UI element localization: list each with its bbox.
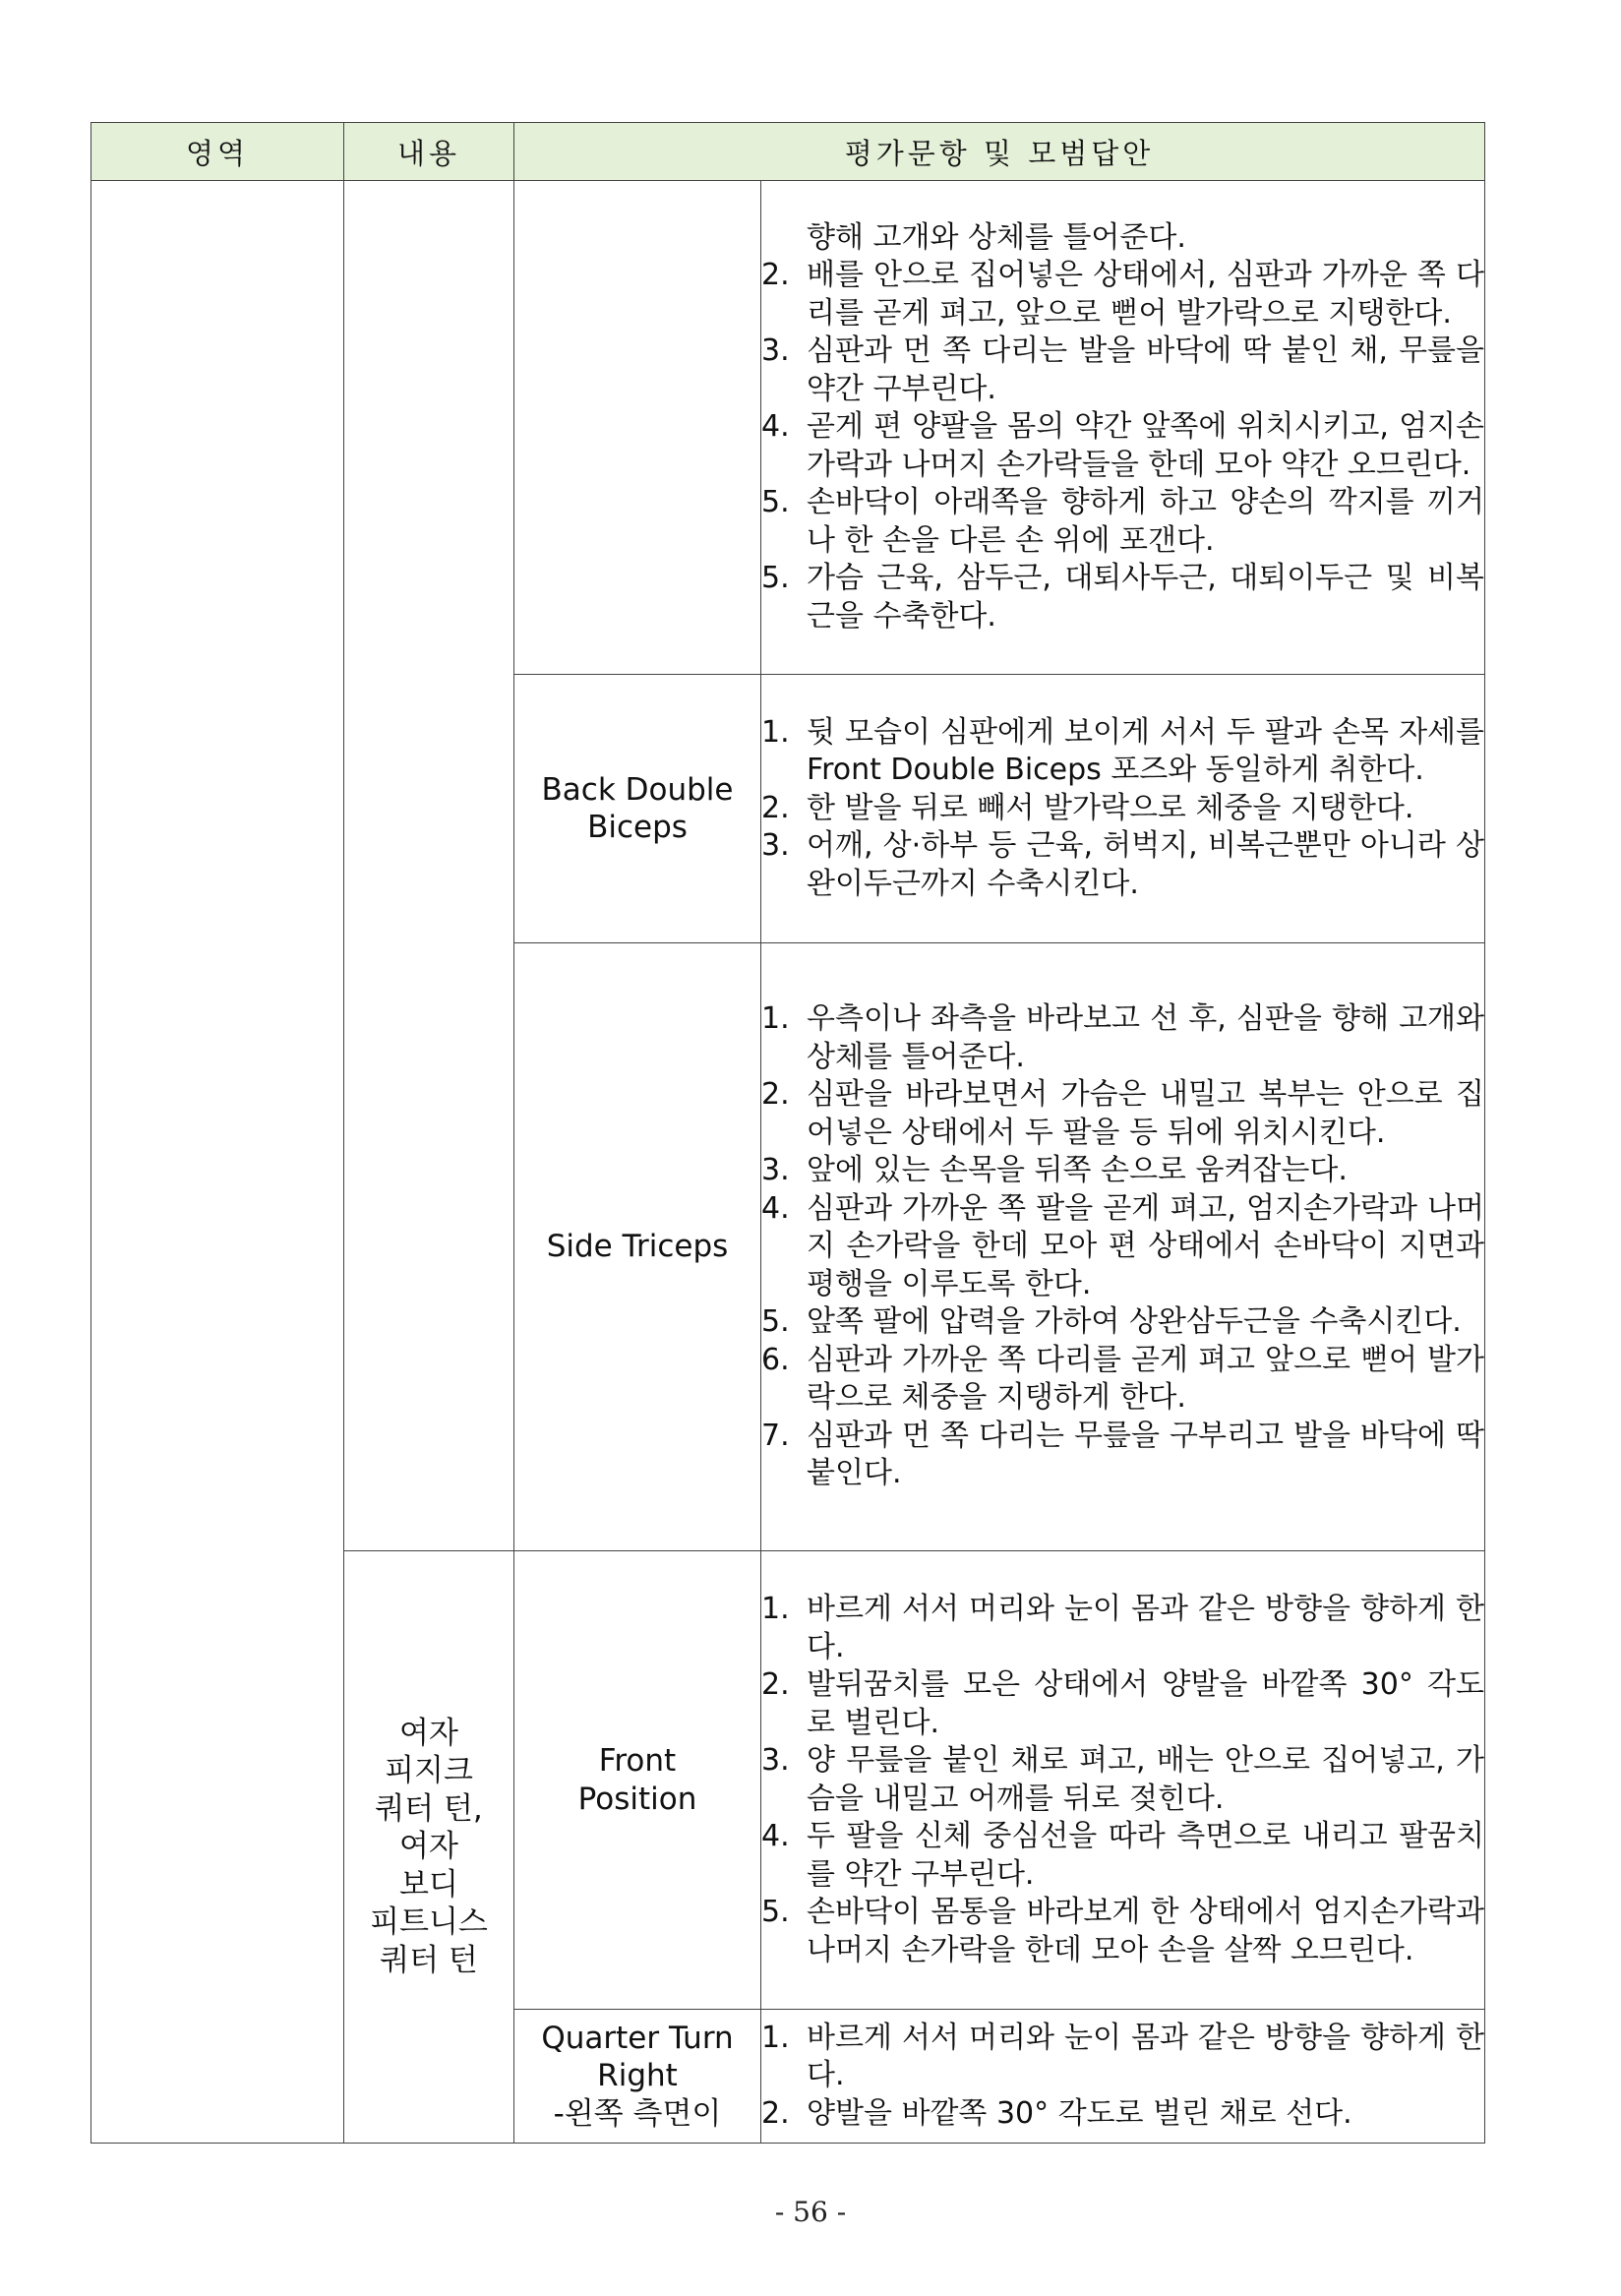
table-header-row — [91, 123, 1485, 181]
pose-cell-continued — [514, 181, 761, 675]
item-text: 두 팔을 신체 중심선을 따라 측면으로 내리고 팔꿈치를 약간 구부린다. — [807, 1819, 1485, 1892]
item-text: 배를 안으로 집어넣은 상태에서, 심판과 가까운 쪽 다리를 곧게 펴고, 앞으로 뻗어 발가락으로 지탱한다. — [807, 258, 1485, 331]
pose-name-front-position — [514, 1551, 761, 2010]
list-item — [761, 2020, 1484, 2095]
pose-name: Front Position — [577, 1743, 697, 1817]
header-content: 내용 — [344, 123, 514, 181]
list-item — [761, 1818, 1484, 1894]
pose-name-back-double-biceps — [514, 675, 761, 943]
item-number: 4. — [761, 409, 790, 445]
header-items: 평가문항 및 모범답안 — [514, 123, 1485, 181]
list-item — [761, 408, 1484, 484]
list-item — [761, 1666, 1484, 1742]
list-item — [761, 1342, 1484, 1418]
item-number: 5. — [761, 1304, 790, 1340]
list-item — [761, 1000, 1484, 1076]
pose-items-front-position — [761, 1551, 1485, 2010]
item-number: 6. — [761, 1342, 790, 1377]
item-text: 심판을 바라보면서 가슴은 내밀고 복부는 안으로 집어넣은 상태에서 두 팔을 등 뒤에 위치시킨다. — [807, 1077, 1485, 1150]
list-item — [761, 1076, 1484, 1152]
item-text: 심판과 먼 쪽 다리는 발을 바닥에 딱 붙인 채, 무릎을 약간 구부린다. — [807, 333, 1485, 406]
list-item — [761, 332, 1484, 408]
item-text: 양 무릎을 붙인 채로 펴고, 배는 안으로 집어넣고, 가슴을 내밀고 어깨를 뒤로 젖힌다. — [807, 1743, 1485, 1816]
item-number: 1. — [761, 714, 790, 750]
list-item — [761, 1591, 1484, 1666]
table-body — [91, 181, 1485, 2144]
pose-name: Back Double Biceps — [541, 771, 734, 845]
item-text: 발뒤꿈치를 모은 상태에서 양발을 바깥쪽 30° 각도로 벌린다. — [807, 1667, 1485, 1740]
item-text: 어깨, 상·하부 등 근육, 허벅지, 비복근뿐만 아니라 상완이두근까지 수축시킨다. — [807, 828, 1485, 901]
item-number: 4. — [761, 1819, 790, 1853]
list-item — [761, 257, 1484, 332]
pose-name: Side Triceps — [546, 1229, 729, 1265]
item-text: 한 발을 뒤로 빼서 발가락으로 체중을 지탱한다. — [807, 790, 1414, 825]
list-item — [761, 827, 1484, 903]
item-text: 우측이나 좌측을 바라보고 선 후, 심판을 향해 고개와 상체를 틀어준다. — [807, 1001, 1485, 1074]
evaluation-table — [90, 122, 1485, 2144]
list-item — [761, 714, 1484, 790]
list-item — [761, 1894, 1484, 1969]
list-item — [761, 560, 1484, 635]
list-item — [761, 1742, 1484, 1818]
item-text: 심판과 먼 쪽 다리는 무릎을 구부리고 발을 바닥에 딱 붙인다. — [807, 1418, 1485, 1491]
item-text: 양발을 바깥쪽 30° 각도로 벌린 채로 선다. — [807, 2095, 1352, 2131]
continuation-list — [761, 257, 1484, 635]
item-number: 1. — [761, 2020, 790, 2055]
pose-name-quarter-turn-right — [514, 2010, 761, 2144]
pose-name-side-triceps — [514, 943, 761, 1551]
page-number: - 56 - — [774, 2196, 847, 2228]
list-item — [761, 1190, 1484, 1304]
list-item — [761, 484, 1484, 560]
item-text: 앞쪽 팔에 압력을 가하여 상완삼두근을 수축시킨다. — [807, 1304, 1462, 1340]
item-text: 앞에 있는 손목을 뒤쪽 손으로 움켜잡는다. — [807, 1153, 1348, 1188]
continuation-text: 향해 고개와 상체를 틀어준다. — [807, 219, 1186, 255]
item-number: 1. — [761, 1001, 790, 1037]
item-text: 손바닥이 몸통을 바라보게 한 상태에서 엄지손가락과 나머지 손가락을 한데 모아 손을 살짝 오므린다. — [807, 1895, 1485, 1967]
item-number: 2. — [761, 1077, 790, 1113]
item-text: 손바닥이 아래쪽을 향하게 하고 양손의 깍지를 끼거나 한 손을 다른 손 위에 포갠다. — [807, 485, 1485, 558]
content-cell-continued — [344, 181, 514, 1551]
item-text: 곧게 편 양팔을 몸의 약간 앞쪽에 위치시키고, 엄지손가락과 나머지 손가락들을 한데 모아 약간 오므린다. — [807, 409, 1485, 482]
item-number: 3. — [761, 1743, 790, 1778]
item-text: 가슴 근육, 삼두근, 대퇴사두근, 대퇴이두근 및 비복근을 수축한다. — [807, 561, 1485, 634]
list-item — [761, 2095, 1484, 2134]
pose-name: Quarter Turn Right -왼쪽 측면이 — [541, 2020, 734, 2132]
item-text: 심판과 가까운 쪽 팔을 곧게 펴고, 엄지손가락과 나머지 손가락을 한데 모아 편 상태에서 손바닥이 지면과 평행을 이루도록 한다. — [807, 1190, 1485, 1301]
item-text: 바르게 서서 머리와 눈이 몸과 같은 방향을 향하게 한다. — [807, 1592, 1485, 1664]
list-item — [761, 790, 1484, 828]
items-cell-continued — [761, 181, 1485, 675]
list-item — [761, 1303, 1484, 1342]
pose-items-side-triceps — [761, 943, 1485, 1551]
item-number: 3. — [761, 1153, 790, 1188]
section-female-physique: 여자 피지크 쿼터 턴, 여자 보디 피트니스 쿼터 턴 — [344, 1551, 514, 2144]
pose-items-quarter-turn-right — [761, 2010, 1485, 2144]
item-number: 5. — [761, 1895, 790, 1929]
item-number: 7. — [761, 1418, 790, 1453]
item-number: 2. — [761, 258, 790, 293]
item-text: 바르게 서서 머리와 눈이 몸과 같은 방향을 향하게 한다. — [807, 2020, 1485, 2093]
header-area: 영역 — [91, 123, 344, 181]
item-number: 5. — [761, 485, 790, 520]
item-number: 5. — [761, 561, 790, 596]
list-item — [761, 1418, 1484, 1493]
item-number: 4. — [761, 1190, 790, 1226]
item-number: 2. — [761, 1667, 790, 1702]
table-row — [91, 181, 1485, 675]
pose-items-back-double-biceps — [761, 675, 1485, 943]
item-text: 뒷 모습이 심판에게 보이게 서서 두 팔과 손목 자세를 Front Double Biceps 포즈와 동일하게 취한다. — [807, 714, 1485, 788]
item-number: 2. — [761, 790, 790, 825]
item-number: 3. — [761, 333, 790, 369]
area-cell — [91, 181, 344, 2144]
item-text: 심판과 가까운 쪽 다리를 곧게 펴고 앞으로 뻗어 발가락으로 체중을 지탱하게 한다. — [807, 1342, 1485, 1416]
item-number: 3. — [761, 828, 790, 864]
list-item — [761, 1152, 1484, 1190]
item-number: 1. — [761, 1592, 790, 1626]
item-number: 2. — [761, 2095, 790, 2131]
